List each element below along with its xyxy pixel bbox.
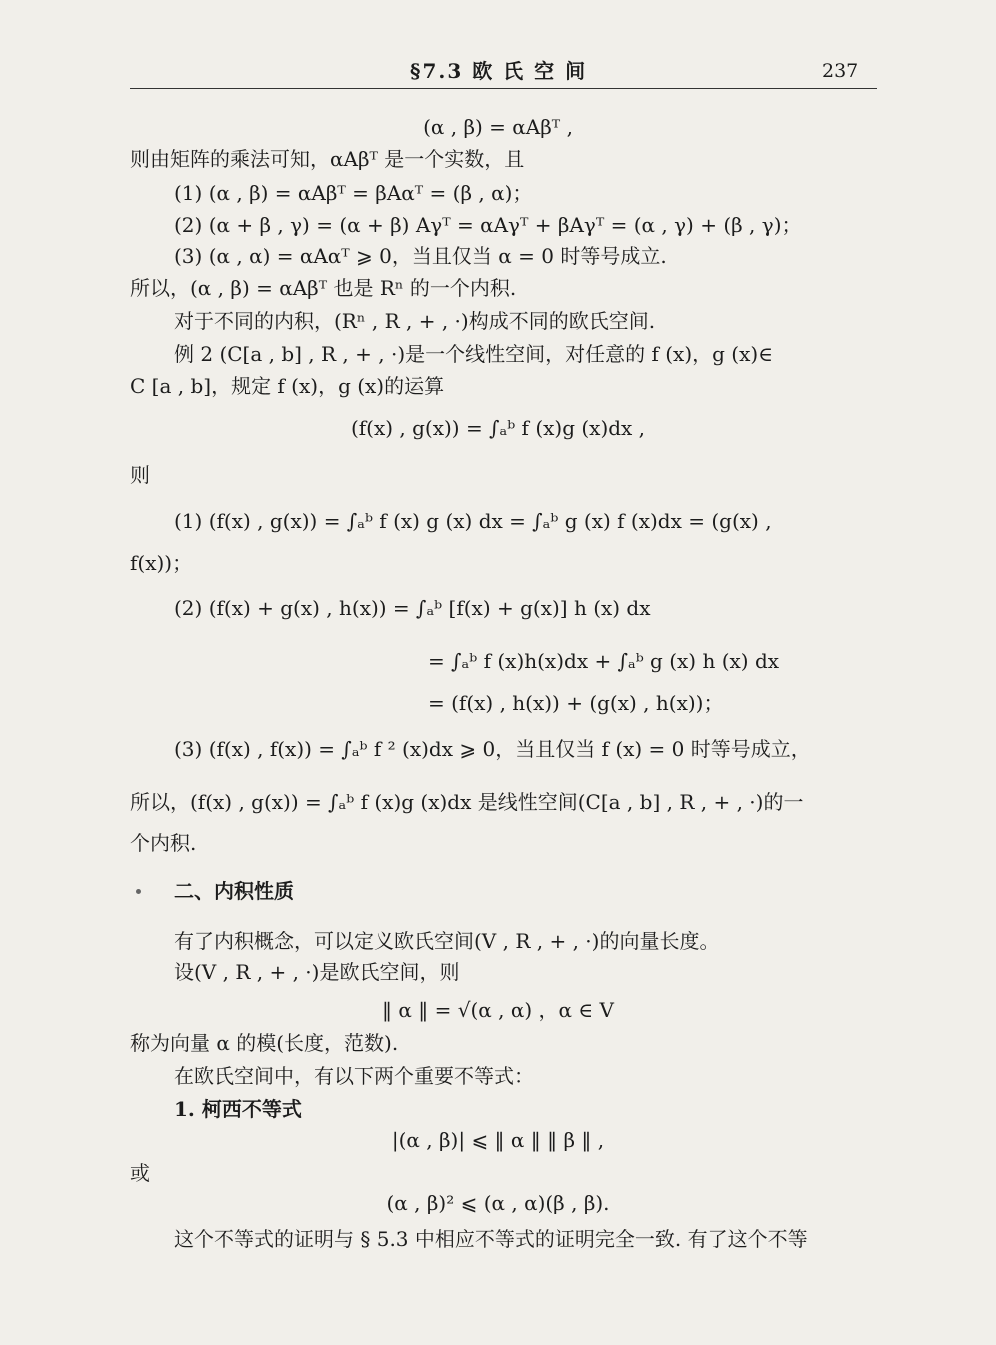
paragraph-line: 称为向量 α 的模(长度，范数).: [130, 1031, 399, 1055]
example-2-heading: 例 2 (C[a , b] , R , + , ·)是一个线性空间，对任意的 f (x)，g (x)∈: [174, 342, 773, 366]
paragraph-line: 所以，(α , β) = αAβᵀ 也是 Rⁿ 的一个内积.: [130, 276, 517, 300]
property-2-integral-step: = ∫ₐᵇ f (x)h(x)dx + ∫ₐᵇ g (x) h (x) dx: [428, 649, 780, 673]
formula-cauchy-inequality-alt: (α , β)² ⩽ (α , α)(β , β).: [386, 1191, 610, 1215]
paragraph-line: 个内积.: [130, 831, 197, 855]
property-2-integral: (2) (f(x) + g(x) , h(x)) = ∫ₐᵇ [f(x) + g(x)] h (x) dx: [174, 596, 651, 620]
paragraph-line: 有了内积概念，可以定义欧氏空间(V , R , + , ·)的向量长度。: [174, 929, 720, 953]
property-2-integral-step: = (f(x) , h(x)) + (g(x) , h(x))；: [428, 691, 724, 715]
property-3: (3) (α , α) = αAαᵀ ⩾ 0，当且仅当 α = 0 时等号成立.: [174, 244, 667, 268]
subsection-heading: 1. 柯西不等式: [174, 1097, 302, 1121]
formula-inner-product-matrix: (α , β) = αAβᵀ ,: [423, 115, 573, 139]
page-speck: [136, 889, 141, 894]
paragraph-line: 对于不同的内积，(Rⁿ , R , + , ·)构成不同的欧氏空间.: [174, 309, 656, 333]
page-number: 237: [822, 60, 859, 82]
header-rule: [130, 88, 877, 89]
property-1: (1) (α , β) = αAβᵀ = βAαᵀ = (β , α)；: [174, 181, 533, 205]
section-heading: 二、内积性质: [174, 879, 294, 903]
property-2: (2) (α + β , γ) = (α + β) Aγᵀ = αAγᵀ + βAγᵀ = (α , γ) + (β , γ)；: [174, 213, 802, 237]
paragraph-line: 所以，(f(x) , g(x)) = ∫ₐᵇ f (x)g (x)dx 是线性空间(C[a , b] , R , + , ·)的一: [130, 790, 804, 814]
property-3-integral: (3) (f(x) , f(x)) = ∫ₐᵇ f ² (x)dx ⩾ 0，当且仅当 f (x) = 0 时等号成立，: [174, 737, 811, 761]
paragraph-line: 设(V , R , + , ·)是欧氏空间，则: [174, 960, 460, 984]
formula-integral-inner-product: (f(x) , g(x)) = ∫ₐᵇ f (x)g (x)dx ,: [350, 416, 646, 440]
formula-norm: ‖ α ‖ = √(α , α) ，α ∈ V: [382, 998, 614, 1022]
paragraph-line: 或: [130, 1161, 150, 1185]
property-1-integral-continued: f(x))；: [130, 551, 193, 575]
running-header-section: §7.3 欧 氏 空 间: [410, 59, 588, 83]
paragraph-line: 这个不等式的证明与 § 5.3 中相应不等式的证明完全一致. 有了这个不等: [174, 1227, 808, 1251]
paragraph-line: C [a , b]，规定 f (x)，g (x)的运算: [130, 374, 445, 398]
property-1-integral: (1) (f(x) , g(x)) = ∫ₐᵇ f (x) g (x) dx = ∫ₐᵇ g (x) f (x)dx = (g(x) ,: [174, 509, 772, 533]
paragraph-line: 则: [130, 463, 150, 487]
paragraph-line: 则由矩阵的乘法可知，αAβᵀ 是一个实数，且: [130, 147, 525, 171]
formula-cauchy-inequality: |(α , β)| ⩽ ‖ α ‖ ‖ β ‖ ,: [391, 1128, 605, 1152]
paragraph-line: 在欧氏空间中，有以下两个重要不等式：: [174, 1064, 534, 1088]
